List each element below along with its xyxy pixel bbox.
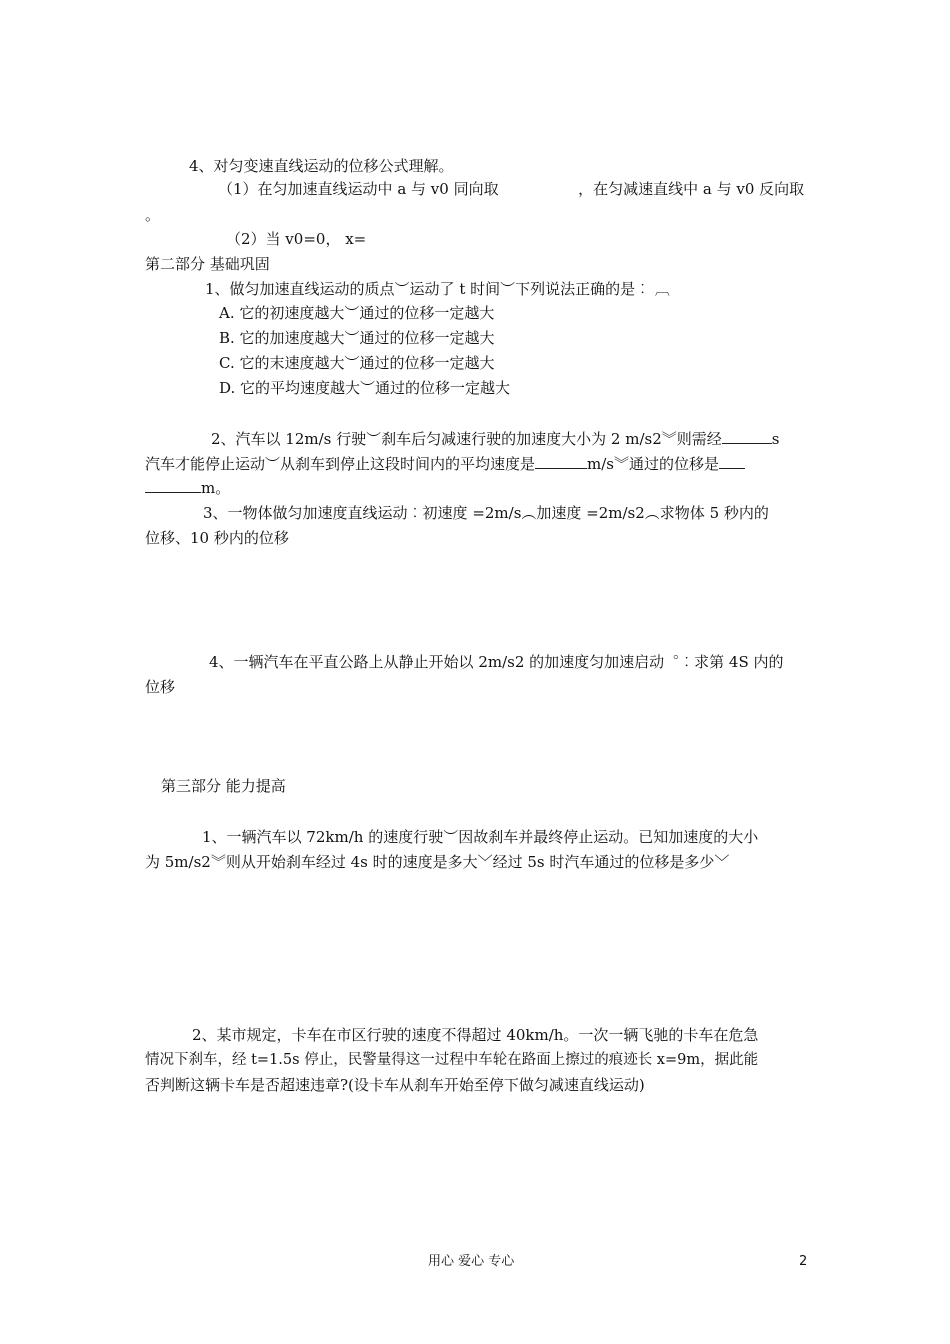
question-4-line-2: 位移 xyxy=(145,678,176,696)
section-item-4-title: 4、对匀变速直线运动的位移公式理解。 xyxy=(189,157,454,175)
option-d: D. 它的平均速度越大︶通过的位移一定越大 xyxy=(219,379,511,397)
question-3-line-2: 位移、10 秒内的位移 xyxy=(145,529,289,547)
option-a: A. 它的初速度越大︶通过的位移一定越大 xyxy=(219,304,495,322)
question-2-line-1 xyxy=(211,429,779,449)
sub1-text-a: （1）在匀加速直线运动中 a 与 v0 同向取 xyxy=(218,180,499,198)
sub1-text-b: ，在匀减速直线中 a 与 v0 反向取 xyxy=(578,180,805,198)
answer-blank-1 xyxy=(722,430,772,444)
part3-heading: 第三部分 能力提高 xyxy=(161,777,286,795)
q2-text-b: s xyxy=(771,430,780,448)
page-number: 2 xyxy=(799,1254,808,1269)
option-b: B. 它的加速度越大︶通过的位移一定越大 xyxy=(219,329,495,347)
section-item-4-sub2: （2）当 v0=0， x= xyxy=(226,230,367,248)
q2-text-a: 2、汽车以 12m/s 行驶︶刹车后匀减速行驶的加速度大小为 2 m/s2︾则需经 xyxy=(211,430,722,448)
answer-blank-3b xyxy=(145,479,201,493)
question-2-line-3 xyxy=(145,478,230,498)
part3-question-1-line-2: 为 5m/s2︾则从开始刹车经过 4s 时的速度是多大﹀经过 5s 时汽车通过的位移是多少﹀ xyxy=(145,853,730,871)
q2-text-c: 汽车才能停止运动︶从刹车到停止这段时间内的平均速度是 xyxy=(145,455,536,473)
section-item-4-sub1 xyxy=(218,179,804,199)
part3-question-2-line-1: 2、某市规定，卡车在市区行驶的速度不得超过 40km/h。一次一辆飞驰的卡车在危急 xyxy=(192,1026,759,1044)
answer-blank-2 xyxy=(535,455,587,469)
question-2-line-2 xyxy=(145,454,745,474)
sub1-end-mark: 。 xyxy=(145,206,161,224)
part2-heading: 第二部分 基础巩固 xyxy=(145,255,270,273)
question-1-stem: 1、做匀加速直线运动的质点︶运动了 t 时间︶下列说法正确的是︰ ︹ xyxy=(205,280,670,298)
footer-slogan: 用心 爱心 专心 xyxy=(428,1254,515,1269)
question-4-line-1: 4、一辆汽车在平直公路上从静止开始以 2m/s2 的加速度匀加速启动︒︰求第 4S 内的 xyxy=(209,653,784,671)
part3-question-1-line-1: 1、一辆汽车以 72km/h 的速度行驶︶因故刹车并最终停止运动。已知加速度的大小 xyxy=(202,828,759,846)
answer-blank-3a xyxy=(719,455,745,469)
question-3-line-1: 3、一物体做匀加速度直线运动︰初速度 =2m/s︵加速度 =2m/s2︵求物体 5 秒内的 xyxy=(203,504,769,522)
q2-text-e: m。 xyxy=(201,479,231,497)
option-c: C. 它的末速度越大︶通过的位移一定越大 xyxy=(219,354,495,372)
part3-question-2-line-3: 否判断这辆卡车是否超速违章?(设卡车从刹车开始至停下做匀减速直线运动) xyxy=(145,1076,645,1094)
part3-question-2-line-2: 情况下刹车，经 t=1.5s 停止，民警量得这一过程中车轮在路面上擦过的痕迹长 x=9m，据此能 xyxy=(145,1052,759,1068)
q2-text-d: m/s︾通过的位移是 xyxy=(587,455,719,473)
